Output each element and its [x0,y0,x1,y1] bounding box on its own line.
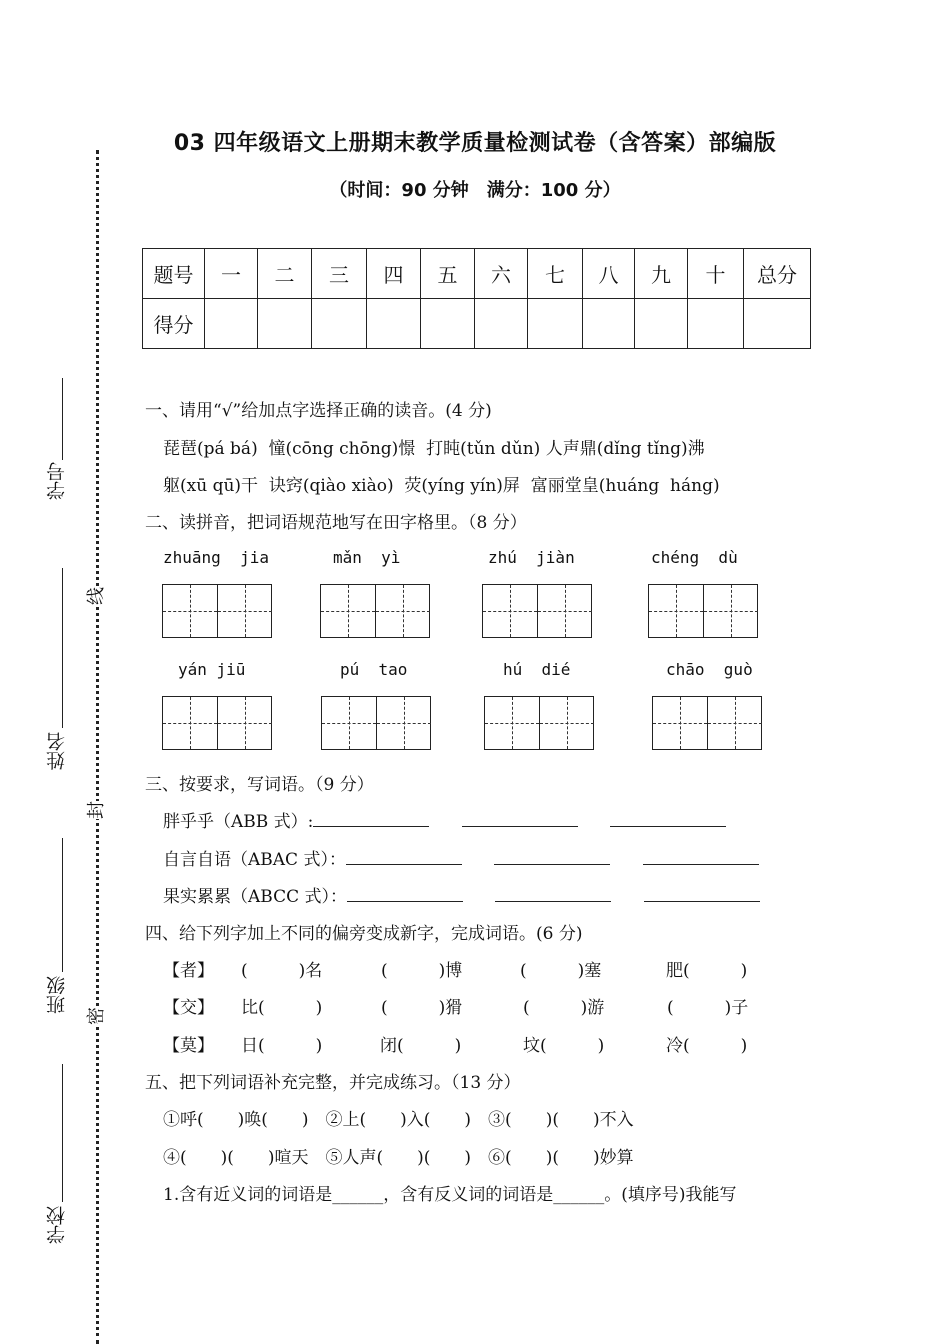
score-table [142,248,811,349]
radical-cell[interactable]: 闭( ) [380,1036,462,1056]
name-line [62,568,63,728]
seal-char-feng: 封 [86,801,107,819]
tianzi-grid[interactable] [320,584,430,638]
table-cell: 八 [583,249,635,299]
table-cell: 总分 [744,249,811,299]
page-subtitle: （时间：90 分钟 满分：100 分） [329,180,621,201]
student-id-label: 学号 [46,462,68,500]
tianzi-grid[interactable] [162,696,272,750]
table-cell: 二 [258,249,312,299]
question-3-item-3 [163,882,760,907]
radical-cell[interactable]: ( )子 [667,998,749,1018]
seal-char-mi: 密 [86,1007,107,1025]
item-label: 胖乎乎（ABB 式）: [163,812,314,832]
radical-key: 【莫】 [163,1036,214,1056]
question-2-heading: 二、读拼音，把词语规范地写在田字格里。（8 分） [145,513,527,533]
radical-cell[interactable]: ( )博 [381,961,463,981]
item-label: 果实累累（ABCC 式）： [163,887,348,907]
radical-cell[interactable]: ( )名 [241,961,323,981]
question-3-item-2 [163,845,759,870]
school-label: 学校 [46,1206,68,1244]
table-cell: 十 [688,249,744,299]
table-cell: 六 [475,249,528,299]
score-input-cell[interactable] [312,299,367,349]
question-5-heading: 五、把下列词语补充完整，并完成练习。（13 分） [145,1073,521,1093]
score-table-score-row [143,299,811,349]
tianzi-grid[interactable] [648,584,758,638]
radical-cell[interactable]: ( )游 [523,998,605,1018]
score-table-header-row [143,249,811,299]
table-cell: 五 [421,249,475,299]
score-input-cell[interactable] [635,299,688,349]
question-5-line-2: ④( )( )喧天 ⑤人声( )( ) ⑥( )( )妙算 [163,1148,634,1168]
question-4-heading: 四、给下列字加上不同的偏旁变成新字，完成词语。(6 分) [145,924,583,944]
radical-cell[interactable]: 日( ) [241,1036,323,1056]
score-input-cell[interactable] [367,299,421,349]
score-input-cell[interactable] [475,299,528,349]
tianzi-grid[interactable] [162,584,272,638]
score-input-cell[interactable] [583,299,635,349]
tianzi-grid[interactable] [484,696,594,750]
question-3-heading: 三、按要求，写词语。（9 分） [145,775,374,795]
tianzi-grid[interactable] [482,584,592,638]
pinyin-label: pú tao [340,660,408,679]
answer-blank[interactable] [346,850,462,865]
tianzi-grid[interactable] [321,696,431,750]
class-line [62,838,63,972]
pinyin-label: chāo guò [666,660,753,679]
name-label: 姓名 [46,732,68,770]
radical-cell[interactable]: 冷( ) [666,1036,748,1056]
school-line [62,1064,63,1202]
radical-key: 【者】 [163,961,214,981]
question-5-line-1: ①呼( )唤( ) ②上( )入( ) ③( )( )不入 [163,1110,634,1130]
score-input-cell[interactable] [528,299,583,349]
radical-cell[interactable]: ( )猾 [381,998,463,1018]
table-cell: 四 [367,249,421,299]
pinyin-label: mǎn yì [333,548,401,567]
answer-blank[interactable] [644,887,760,902]
score-input-cell[interactable] [744,299,811,349]
seal-char-xian: 线 [86,587,107,605]
table-cell: 七 [528,249,583,299]
answer-blank[interactable] [494,850,610,865]
item-label: 自言自语（ABAC 式）： [163,850,346,870]
question-1-line-1: 琵琶(pá bá) 憧(cōng chōng)憬 打盹(tǔn dǔn) 人声鼎(dǐng tǐng)沸 [163,439,705,459]
question-1-line-2: 躯(xū qū)干 诀窍(qiào xiào) 荧(yíng yín)屏 富丽堂皇(huáng háng) [163,476,720,496]
answer-blank[interactable] [495,887,611,902]
radical-cell[interactable]: 肥( ) [666,961,748,981]
binding-dotted-line [96,150,99,1344]
score-input-cell[interactable] [421,299,475,349]
answer-blank[interactable] [313,812,429,827]
pinyin-label: zhuāng jia [163,548,269,567]
answer-blank[interactable] [610,812,726,827]
answer-blank[interactable] [643,850,759,865]
table-cell: 一 [205,249,258,299]
radical-cell[interactable]: 坟( ) [523,1036,605,1056]
question-3-item-1 [163,807,726,832]
answer-blank[interactable] [462,812,578,827]
radical-cell[interactable]: 比( ) [241,998,323,1018]
score-input-cell[interactable] [258,299,312,349]
page-title: 03 四年级语文上册期末教学质量检测试卷（含答案）部编版 [173,131,777,156]
table-cell: 三 [312,249,367,299]
answer-blank[interactable] [347,887,463,902]
score-input-cell[interactable] [688,299,744,349]
student-id-line [62,378,63,460]
tianzi-grid[interactable] [652,696,762,750]
question-5-line-3: 1.含有近义词的词语是______，含有反义词的词语是______。(填序号)我能写 [163,1185,737,1205]
class-label: 班级 [46,976,68,1014]
table-cell: 九 [635,249,688,299]
pinyin-label: zhú jiàn [488,548,575,567]
table-cell: 题号 [143,249,205,299]
pinyin-label: hú dié [503,660,571,679]
pinyin-label: yán jiū [178,660,246,679]
radical-cell[interactable]: ( )塞 [520,961,602,981]
score-input-cell[interactable] [205,299,258,349]
pinyin-label: chéng dù [651,548,738,567]
question-1-heading: 一、请用“√”给加点字选择正确的读音。(4 分) [145,401,492,421]
table-cell: 得分 [143,299,205,349]
radical-key: 【交】 [163,998,214,1018]
